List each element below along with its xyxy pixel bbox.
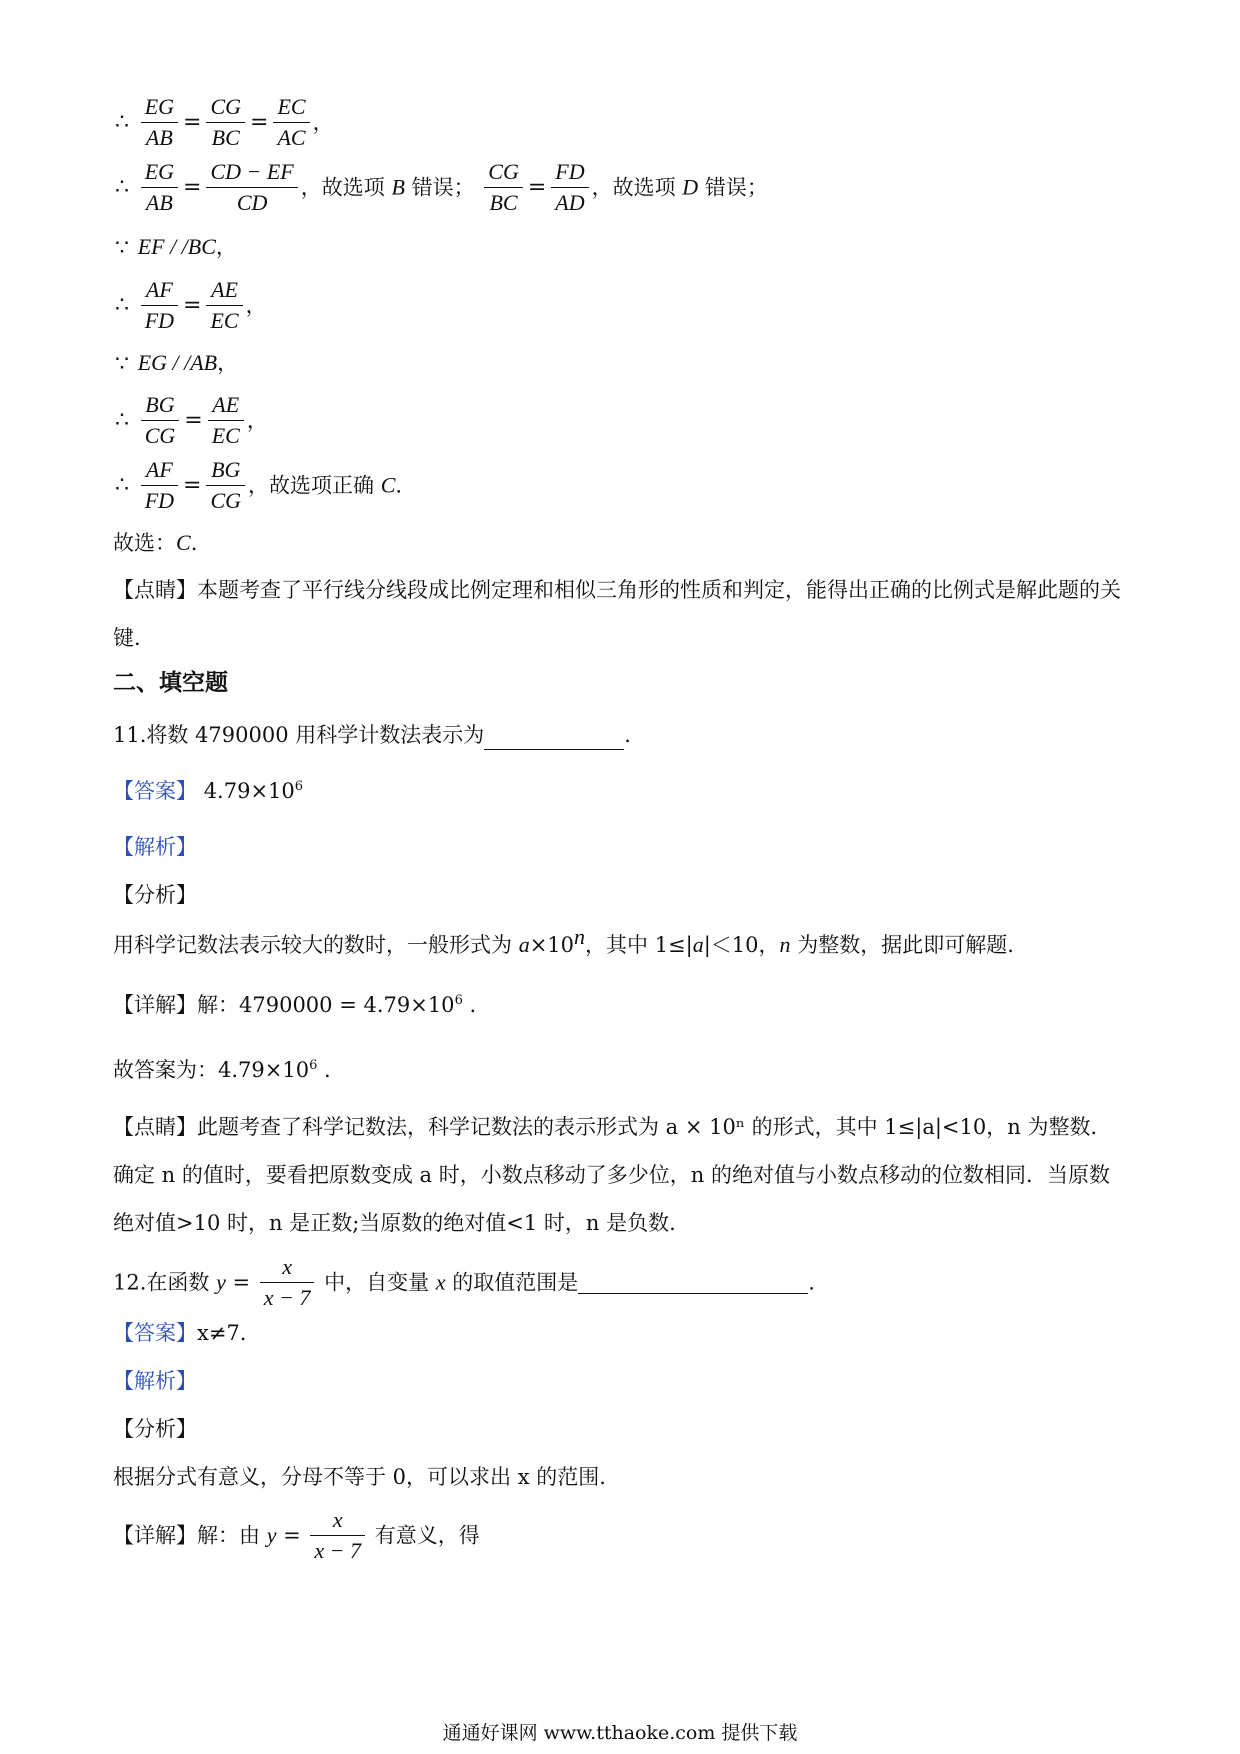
q11-fenxi: 用科学记数法表示较大的数时，一般形式为 $a\times 10^n$，其中 1≤|a|＜10，n 为整数，据此即可解题.: [113, 924, 1014, 957]
fraction: $\frac{CG}{BC}$: [206, 92, 245, 153]
fraction: $\frac{x}{x - 7}$: [260, 1252, 315, 1313]
q11-final: 故答案为：$4.79\times 10^6$ .: [113, 1058, 331, 1082]
fraction: $\frac{EG}{AB}$: [141, 92, 178, 153]
section-title: 二、填空题: [113, 669, 228, 696]
q11-answer: 【答案】 $4.79\times 10^6$: [113, 779, 304, 803]
q11-analysis-tag: 【解析】: [113, 835, 197, 859]
therefore-symbol: ∴: [115, 472, 129, 498]
fraction: $\frac{EC}{AC}$: [273, 92, 309, 153]
proof-line-3: ∵ EF / /BC，: [115, 234, 237, 261]
therefore-symbol: ∴: [115, 292, 129, 318]
fraction: $\frac{FD}{AD}$: [551, 157, 588, 218]
q12-analysis-tag: 【解析】: [113, 1369, 197, 1393]
fraction: $\frac{CG}{BC}$: [484, 157, 523, 218]
q12-fenxi-tag: 【分析】: [113, 1417, 197, 1441]
therefore-symbol: ∴: [115, 174, 129, 200]
choice-line: 故选：C.: [113, 530, 198, 555]
fraction: $\frac{x}{x - 7}$: [310, 1505, 365, 1566]
fraction: $\frac{AF}{FD}$: [141, 455, 178, 516]
proof-line-5: ∵ EG / /AB，: [115, 350, 239, 377]
q11-fenxi-tag: 【分析】: [113, 883, 197, 907]
q12-answer: 【答案】x≠7.: [113, 1321, 247, 1345]
proof-line-1: ∴ $\frac{EG}{AB}$ = $\frac{CG}{BC}$ = $\frac{EC}{AC}$ ，: [113, 92, 334, 153]
page-footer: 通通好课网 www.tthaoke.com 提供下载: [442, 1722, 798, 1744]
comment-paragraph-1: 【点睛】本题考查了平行线分线段成比例定理和相似三角形的性质和判定，能得出正确的比例式是解此题的关键.: [113, 578, 1121, 650]
fraction: $\frac{EG}{AB}$: [141, 157, 178, 218]
q11-comment: 【点睛】此题考查了科学记数法，科学记数法的表示形式为 a × 10ⁿ 的形式，其中 1≤|a|<10，n 为整数．确定 n 的值时，要看把原数变成 a 时，小数点移动了多少位，n 的绝对值与小数点移动的位数相同．当原数绝对值>10 时，n 是正数;当原数的绝对值<1 时，n 是负数.: [113, 1115, 1112, 1235]
q12-fenxi: 根据分式有意义，分母不等于 0，可以求出 x 的范围.: [113, 1465, 606, 1489]
q12-detail: 【详解】解：由 y = $\frac{x}{x - 7}$ 有意义，得: [113, 1505, 480, 1566]
fraction: $\frac{AE}{EC}$: [206, 275, 242, 336]
proof-line-6: ∴ $\frac{BG}{CG}$ = $\frac{AE}{EC}$ ，: [113, 390, 268, 451]
therefore-symbol: ∴: [115, 109, 129, 135]
fraction: $\frac{AE}{EC}$: [208, 390, 244, 451]
question-12: 12.在函数 y = $\frac{x}{x - 7}$ 中，自变量 x 的取值范围是 .: [113, 1252, 815, 1313]
proof-line-7: ∴ $\frac{AF}{FD}$ = $\frac{BG}{CG}$ ，故选项正确 C.: [113, 455, 402, 516]
because-symbol: ∵: [115, 235, 129, 261]
q11-detail: 【详解】解：$4790000 = 4.79\times 10^6$ .: [113, 993, 477, 1017]
answer-blank: [484, 727, 624, 750]
proof-line-4: ∴ $\frac{AF}{FD}$ = $\frac{AE}{EC}$ ，: [113, 275, 267, 336]
answer-blank: [578, 1271, 808, 1294]
question-11: 11.将数 4790000 用科学计数法表示为 .: [113, 720, 631, 750]
fraction: $\frac{BG}{CG}$: [141, 390, 180, 451]
fraction: $\frac{AF}{FD}$: [141, 275, 178, 336]
fraction: $\frac{BG}{CG}$: [206, 455, 245, 516]
therefore-symbol: ∴: [115, 407, 129, 433]
proof-line-2: ∴ $\frac{EG}{AB}$ = $\frac{CD - EF}{CD}$ ，故选项 B 错误； $\frac{CG}{BC}$ = $\frac{FD}{AD}$ ，故选项 D 错误；: [113, 157, 768, 218]
fraction: $\frac{CD - EF}{CD}$: [206, 157, 297, 218]
because-symbol: ∵: [115, 351, 129, 377]
